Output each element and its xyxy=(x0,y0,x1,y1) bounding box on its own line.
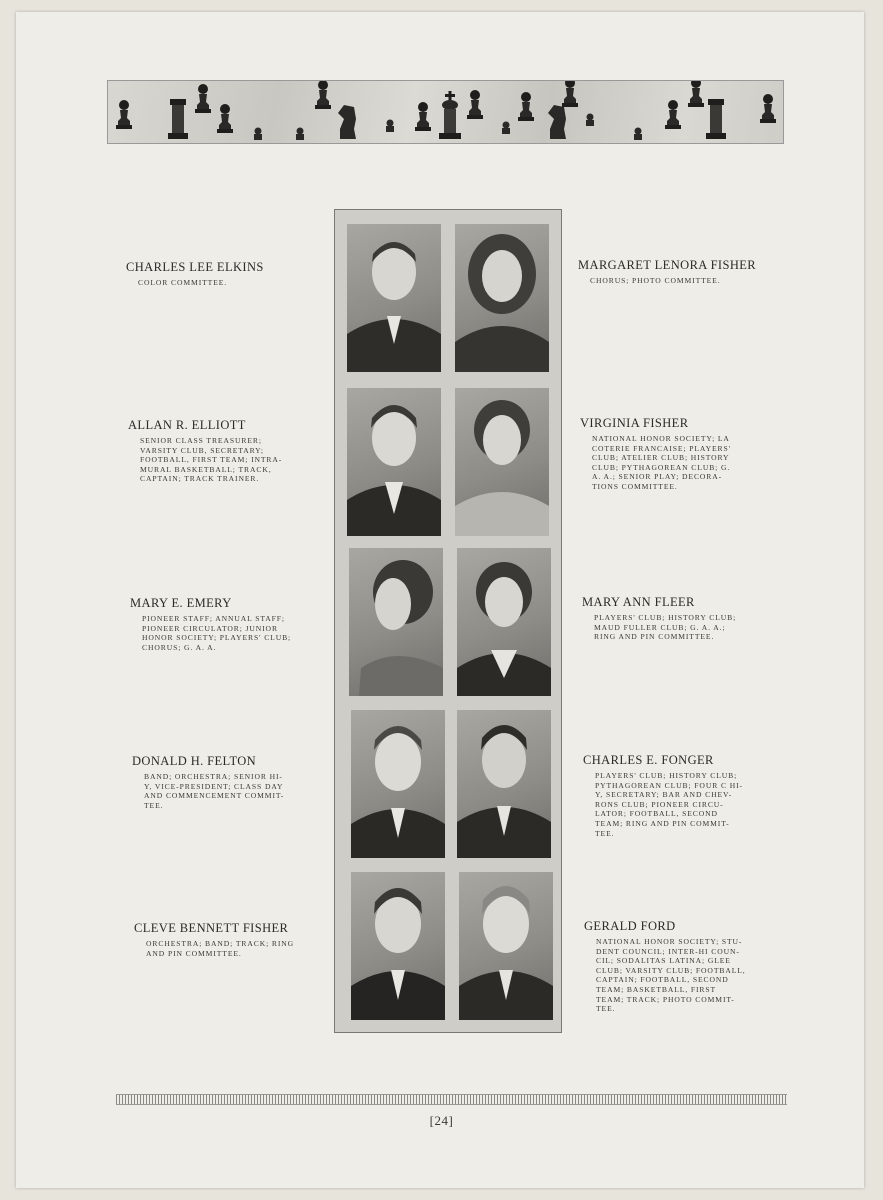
student-name: ALLAN R. ELLIOTT xyxy=(128,418,246,432)
student-entry xyxy=(583,753,783,838)
portrait-photo xyxy=(349,548,443,696)
student-name: CHARLES E. FONGER xyxy=(583,753,714,767)
student-activities: PLAYERS' CLUB; HISTORY CLUB; MAUD FULLER CLUB; G. A. A.; RING AND PIN COMMITTEE. xyxy=(594,613,737,642)
decorative-rule xyxy=(116,1094,787,1105)
portrait-photo xyxy=(457,710,551,858)
student-name: VIRGINIA FISHER xyxy=(580,416,689,430)
portrait-photo xyxy=(347,224,441,372)
student-entry xyxy=(582,595,782,642)
portrait-photo xyxy=(457,548,551,696)
page-number: [24] xyxy=(429,1113,454,1128)
chess-pieces-illustration xyxy=(108,81,783,143)
portrait-photo xyxy=(459,872,553,1020)
student-entry xyxy=(578,258,778,286)
chess-pieces-banner xyxy=(107,80,784,144)
student-activities: COLOR COMMITTEE. xyxy=(138,278,228,287)
student-activities: ORCHESTRA; BAND; TRACK; RING AND PIN COMMITTEE. xyxy=(146,939,295,958)
student-name: GERALD FORD xyxy=(584,919,676,933)
student-entry xyxy=(134,921,334,958)
student-entry xyxy=(126,260,326,288)
portrait-photo xyxy=(347,388,441,536)
student-entry xyxy=(128,418,328,484)
student-name: MARY ANN FLEER xyxy=(582,595,695,609)
portrait-photo xyxy=(455,388,549,536)
student-entry xyxy=(584,919,784,1014)
student-activities: NATIONAL HONOR SOCIETY; LA COTERIE FRANCAISE; PLAYERS' CLUB; ATELIER CLUB; HISTORY CLUB; PYTHAGOREAN CLUB; G. A. A.; SENIOR PLAY; DECORA- TIONS COMMITTEE. xyxy=(592,434,731,491)
student-entry xyxy=(132,754,332,810)
student-activities: BAND; ORCHESTRA; SENIOR HI- Y, VICE-PRESIDENT; CLASS DAY AND COMMENCEMENT COMMIT- TEE. xyxy=(144,772,285,810)
student-name: MARGARET LENORA FISHER xyxy=(578,258,757,272)
student-name: CLEVE BENNETT FISHER xyxy=(134,921,289,935)
portrait-photo xyxy=(455,224,549,372)
student-name: DONALD H. FELTON xyxy=(132,754,257,768)
portrait-photo-column xyxy=(334,209,562,1033)
portrait-photo xyxy=(351,710,445,858)
student-activities: SENIOR CLASS TREASURER; VARSITY CLUB, SECRETARY; FOOTBALL, FIRST TEAM; INTRA- MURAL BASKETBALL; TRACK, CAPTAIN; TRACK TRAINER. xyxy=(140,436,283,484)
student-name: MARY E. EMERY xyxy=(130,596,232,610)
student-entry xyxy=(130,596,330,652)
student-name: CHARLES LEE ELKINS xyxy=(126,260,264,274)
student-activities: NATIONAL HONOR SOCIETY; STU- DENT COUNCIL; INTER-HI COUN- CIL; SODALITAS LATINA; GLEE CLUB; VARSITY CLUB; FOOTBALL, CAPTAIN; FOOTBALL, SECOND TEAM; BASKETBALL, FIRST TEAM; TRACK; PHOTO COMMIT- TEE. xyxy=(596,937,746,1014)
portrait-photo xyxy=(351,872,445,1020)
student-activities: PLAYERS' CLUB; HISTORY CLUB; PYTHAGOREAN CLUB; FOUR C HI- Y, SECRETARY; BAR AND CHEV- RONS CLUB; PIONEER CIRCU- LATOR; FOOTBALL, SECOND TEAM; RING AND PIN COMMIT- TEE. xyxy=(595,771,743,838)
student-activities: PIONEER STAFF; ANNUAL STAFF; PIONEER CIRCULATOR; JUNIOR HONOR SOCIETY; PLAYERS' CLUB; CHORUS; G. A. A. xyxy=(142,614,292,652)
student-entry xyxy=(580,416,780,492)
student-activities: CHORUS; PHOTO COMMITTEE. xyxy=(590,276,721,285)
